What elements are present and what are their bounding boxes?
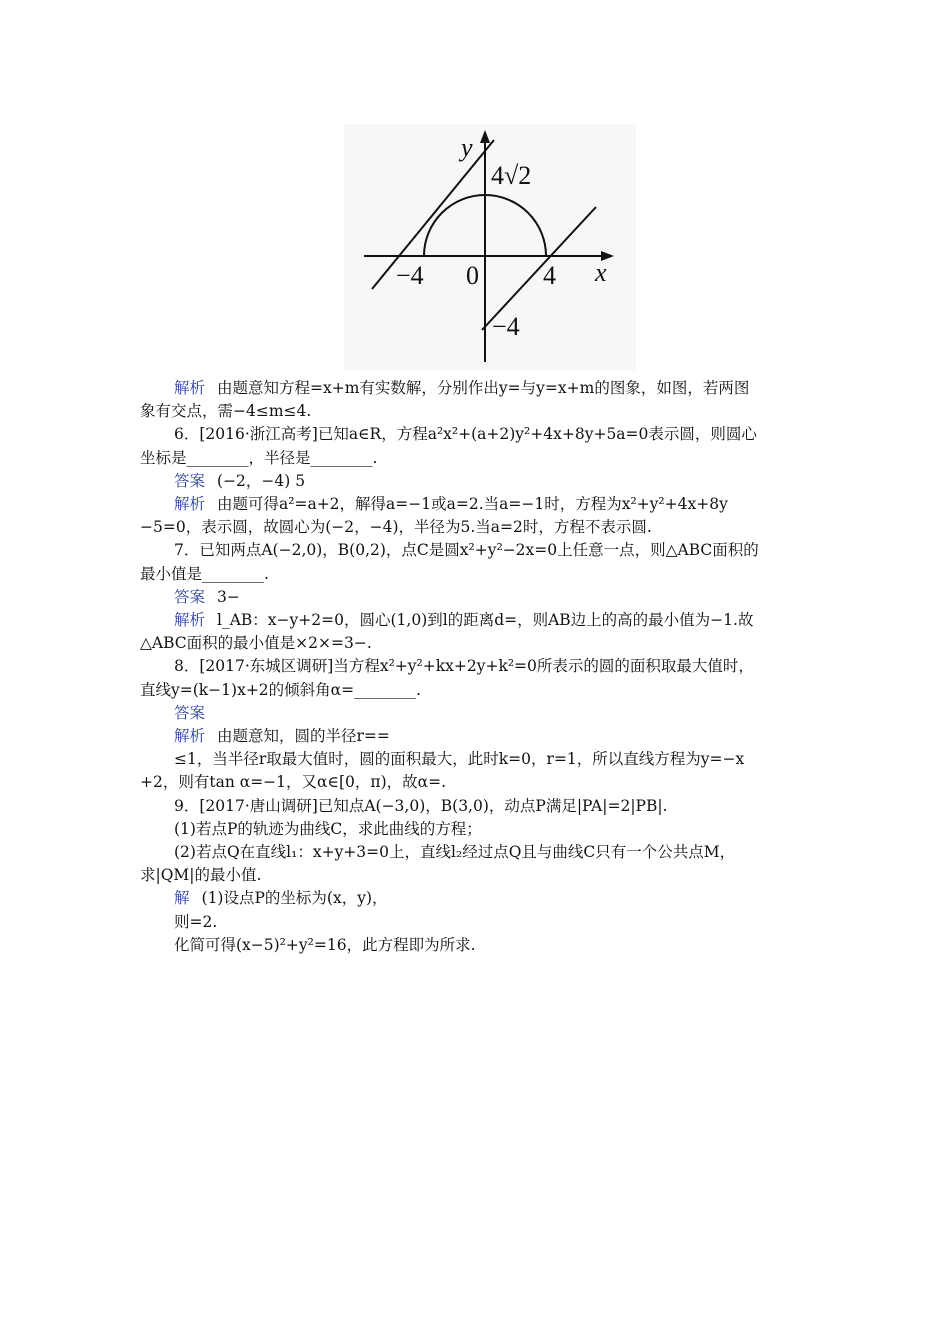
line-text: 坐标是________，半径是________. — [140, 448, 378, 467]
origin-label: 0 — [466, 261, 479, 290]
text-line — [140, 725, 812, 748]
text-line — [140, 679, 812, 702]
x-axis-label: x — [595, 258, 607, 287]
line-text: 象有交点，需−4≤m≤4. — [140, 402, 312, 421]
text-line — [140, 493, 812, 516]
section-label: 答案 — [174, 587, 206, 606]
line-text: 求|QM|的最小值. — [140, 866, 262, 885]
line-text: 由题意知，圆的半径r== — [217, 727, 390, 746]
text-line — [140, 470, 812, 493]
text-line — [140, 539, 812, 562]
line-text: △ABC面积的最小值是×2×=3−. — [140, 634, 372, 653]
line-text: 则=2. — [174, 912, 218, 931]
section-label: 解析 — [174, 611, 206, 630]
line-text: 7．已知两点A(−2,0)，B(0,2)，点C是圆x²+y²−2x=0上任意一点，则△ABC面积的 — [174, 541, 759, 560]
text-line — [140, 563, 812, 586]
line-text: (1)设点P的坐标为(x，y)， — [201, 889, 388, 908]
text-line — [140, 423, 812, 446]
text-line — [140, 934, 812, 957]
text-line — [140, 632, 812, 655]
line-text: ≤1，当半径r取最大值时，圆的面积最大，此时k=0，r=1，所以直线方程为y=−x — [174, 750, 745, 769]
top-value-label: 4√2 — [491, 161, 532, 190]
line-text: 3− — [217, 587, 240, 606]
text-line — [140, 887, 812, 910]
function-graph-figure — [344, 124, 636, 370]
section-label: 答案 — [174, 471, 206, 490]
line-text: 化简可得(x−5)²+y²=16，此方程即为所求. — [174, 935, 476, 954]
y-axis-arrow — [480, 130, 490, 143]
line-text: (1)若点P的轨迹为曲线C，求此曲线的方程； — [174, 819, 482, 838]
text-line — [140, 377, 812, 400]
left-value-label: −4 — [396, 261, 424, 290]
text-line — [140, 795, 812, 818]
line-text: 9．[2017·唐山调研]已知点A(−3,0)，B(3,0)，动点P满足|PA|=2|PB|. — [174, 796, 668, 815]
line-text: l_AB：x−y+2=0，圆心(1,0)到l的距离d=，则AB边上的高的最小值为−1.故 — [217, 611, 754, 630]
line-text: 6．[2016·浙江高考]已知a∈R，方程a²x²+(a+2)y²+4x+8y+5a=0表示圆，则圆心 — [174, 425, 757, 444]
line-text: −5=0，表示圆，故圆心为(−2，−4)，半径为5.当a=2时，方程不表示圆. — [140, 518, 652, 537]
text-line — [140, 748, 812, 771]
bottom-value-label: −4 — [492, 312, 520, 341]
text-line — [140, 771, 812, 794]
text-line — [140, 702, 812, 725]
text-line — [140, 864, 812, 887]
right-value-label: 4 — [543, 261, 556, 290]
section-label: 解析 — [174, 495, 206, 514]
line-text: +2，则有tan α=−1，又α∈[0，π)，故α=. — [140, 773, 446, 792]
text-line — [140, 400, 812, 423]
line-text: 由题意知方程=x+m有实数解，分别作出y=与y=x+m的图象，如图，若两图 — [217, 379, 750, 397]
y-axis-label: y — [461, 133, 473, 162]
line-text: 直线y=(k−1)x+2的倾斜角α=________. — [140, 680, 422, 699]
line-text: (2)若点Q在直线l₁：x+y+3=0上，直线l₂经过点Q且与曲线C只有一个公共点M， — [174, 843, 736, 862]
text-line — [140, 609, 812, 632]
section-label: 解 — [174, 889, 190, 908]
graph-svg — [344, 124, 636, 370]
text-line — [140, 818, 812, 841]
document-body — [140, 377, 812, 957]
text-line — [140, 516, 812, 539]
section-label: 解析 — [174, 379, 206, 397]
text-line — [140, 655, 812, 678]
line-text: 由题可得a²=a+2，解得a=−1或a=2.当a=−1时，方程为x²+y²+4x+8y — [217, 495, 728, 514]
line-text: 最小值是________. — [140, 564, 269, 583]
section-label: 答案 — [174, 703, 206, 722]
text-line — [140, 911, 812, 934]
text-line — [140, 841, 812, 864]
section-label: 解析 — [174, 727, 206, 746]
text-line — [140, 586, 812, 609]
line-text: 8．[2017·东城区调研]当方程x²+y²+kx+2y+k²=0所表示的圆的面积取最大值时， — [174, 657, 754, 676]
text-line — [140, 447, 812, 470]
line-text: (−2，−4) 5 — [217, 471, 306, 490]
